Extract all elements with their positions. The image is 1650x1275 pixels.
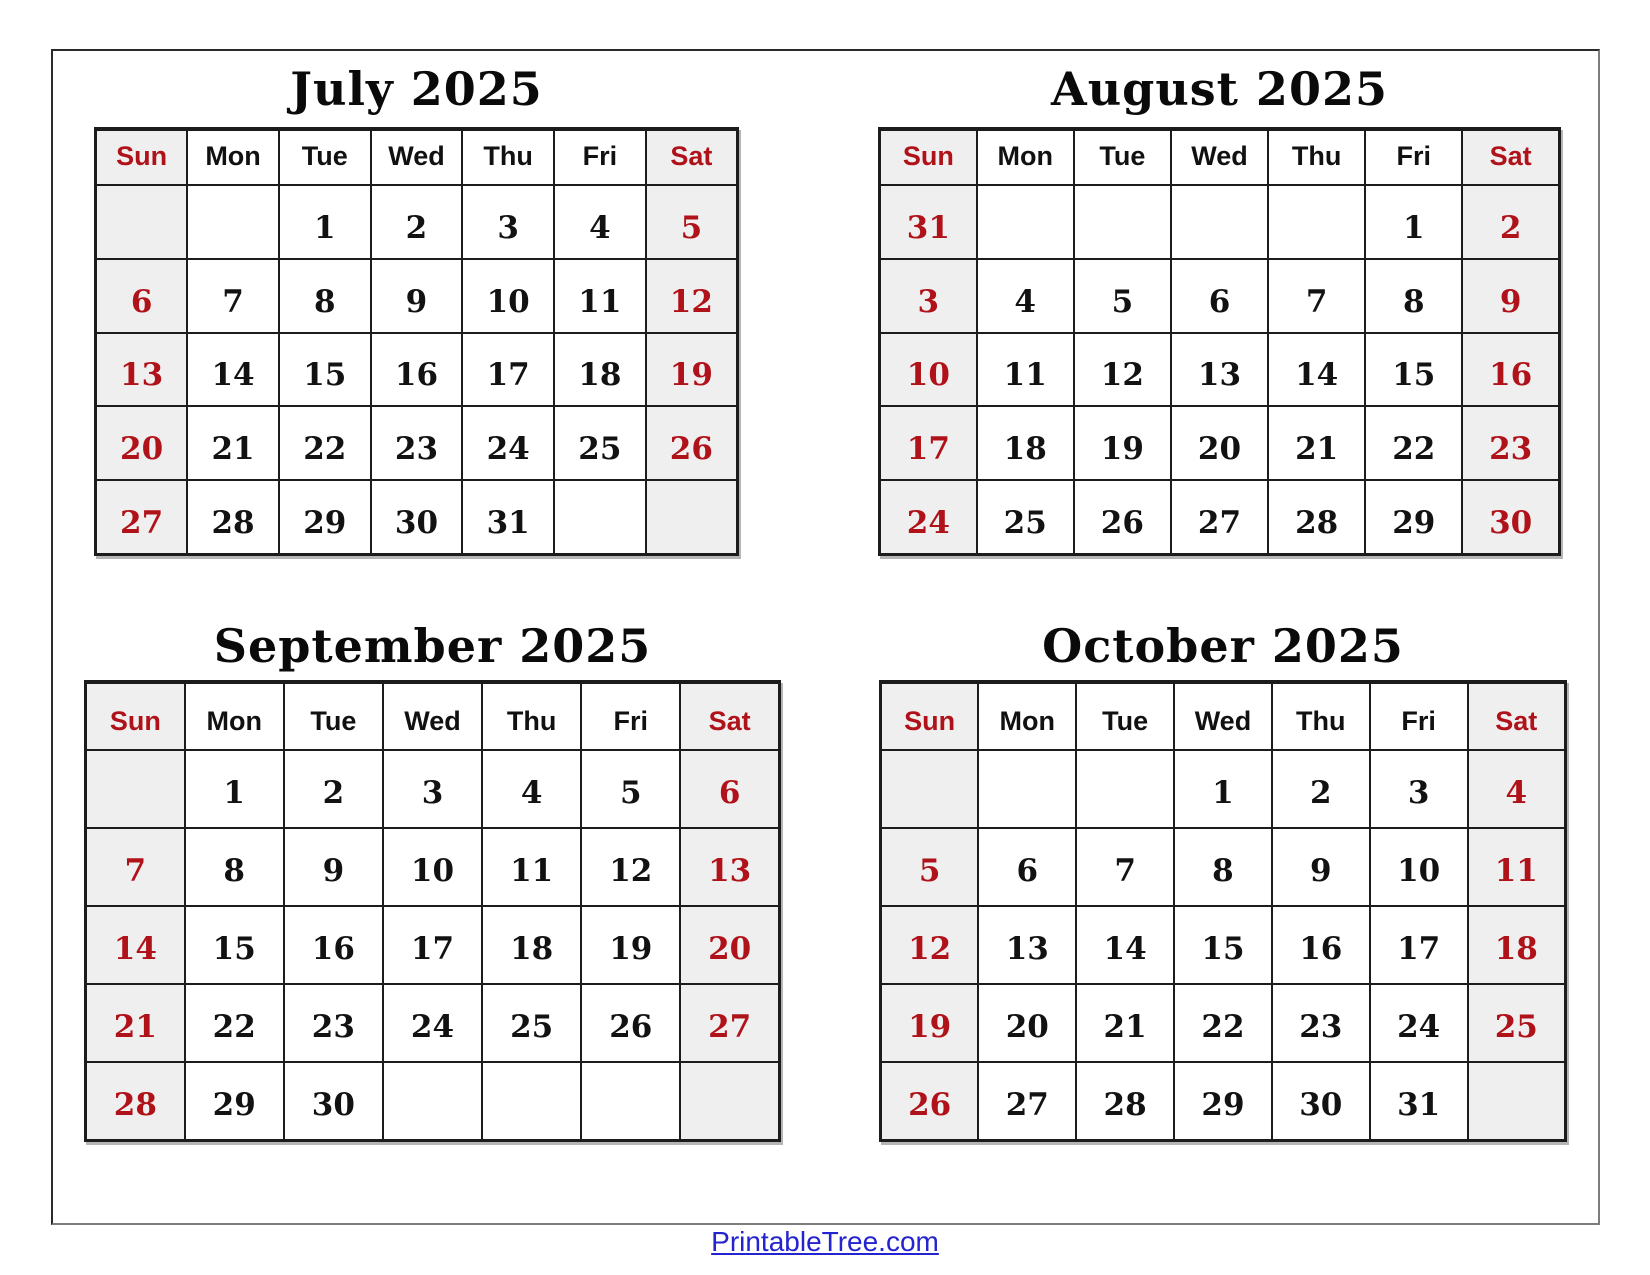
month-title: July 2025 [290, 62, 543, 116]
weekday-header-sat: Sat [646, 129, 738, 185]
week-row [86, 984, 780, 1062]
weekday-header-sat: Sat [680, 682, 779, 750]
day-cell: 31 [880, 185, 977, 259]
day-cell: 22 [1365, 406, 1462, 480]
weekday-header-tue: Tue [1074, 129, 1171, 185]
day-cell: 4 [977, 259, 1074, 333]
weekday-header-sun: Sun [96, 129, 188, 185]
week-row [96, 259, 738, 333]
day-cell: 29 [185, 1062, 284, 1141]
week-row [881, 984, 1566, 1062]
day-cell: 4 [554, 185, 646, 259]
day-cell: 3 [383, 750, 482, 828]
empty-day-cell [978, 750, 1076, 828]
day-cell: 3 [462, 185, 554, 259]
day-cell: 19 [581, 906, 680, 984]
day-cell: 13 [96, 333, 188, 407]
empty-day-cell [977, 185, 1074, 259]
day-cell: 14 [1268, 333, 1365, 407]
day-cell: 18 [482, 906, 581, 984]
day-cell: 28 [187, 480, 279, 555]
day-cell: 23 [1272, 984, 1370, 1062]
weekday-header-mon: Mon [187, 129, 279, 185]
empty-day-cell [581, 1062, 680, 1141]
day-cell: 20 [96, 406, 188, 480]
day-cell: 13 [1171, 333, 1268, 407]
empty-day-cell [383, 1062, 482, 1141]
week-row [96, 406, 738, 480]
empty-day-cell [1268, 185, 1365, 259]
day-cell: 10 [462, 259, 554, 333]
day-cell: 12 [881, 906, 979, 984]
empty-day-cell [96, 185, 188, 259]
month-title: August 2025 [1051, 62, 1388, 116]
day-cell: 31 [1370, 1062, 1468, 1141]
day-cell: 22 [279, 406, 371, 480]
weekday-header-mon: Mon [185, 682, 284, 750]
footer-link[interactable]: PrintableTree.com [711, 1226, 939, 1257]
empty-day-cell [680, 1062, 779, 1141]
day-cell: 12 [581, 828, 680, 906]
day-cell: 22 [1174, 984, 1272, 1062]
day-cell: 8 [185, 828, 284, 906]
day-cell: 4 [1468, 750, 1566, 828]
day-cell: 30 [1462, 480, 1559, 555]
weekday-header-row [96, 129, 738, 185]
week-row [96, 185, 738, 259]
day-cell: 17 [880, 406, 977, 480]
week-row [881, 828, 1566, 906]
day-cell: 1 [279, 185, 371, 259]
weekday-header-fri: Fri [1370, 682, 1468, 750]
day-cell: 10 [383, 828, 482, 906]
month-title: September 2025 [213, 619, 652, 673]
weekday-header-thu: Thu [462, 129, 554, 185]
day-cell: 9 [284, 828, 383, 906]
day-cell: 31 [462, 480, 554, 555]
day-cell: 20 [680, 906, 779, 984]
day-cell: 28 [86, 1062, 185, 1141]
day-cell: 14 [1076, 906, 1174, 984]
weekday-header-row [880, 129, 1560, 185]
day-cell: 10 [880, 333, 977, 407]
day-cell: 9 [371, 259, 463, 333]
day-cell: 16 [1462, 333, 1559, 407]
day-cell: 1 [185, 750, 284, 828]
empty-day-cell [482, 1062, 581, 1141]
weekday-header-tue: Tue [1076, 682, 1174, 750]
day-cell: 30 [371, 480, 463, 555]
day-cell: 26 [581, 984, 680, 1062]
week-row [880, 406, 1560, 480]
day-cell: 25 [1468, 984, 1566, 1062]
day-cell: 2 [1272, 750, 1370, 828]
weekday-header-sat: Sat [1462, 129, 1559, 185]
weekday-header-thu: Thu [1268, 129, 1365, 185]
day-cell: 9 [1272, 828, 1370, 906]
day-cell: 19 [646, 333, 738, 407]
day-cell: 3 [880, 259, 977, 333]
day-cell: 13 [978, 906, 1076, 984]
weekday-header-tue: Tue [284, 682, 383, 750]
day-cell: 19 [881, 984, 979, 1062]
day-cell: 24 [880, 480, 977, 555]
day-cell: 26 [881, 1062, 979, 1141]
day-cell: 15 [279, 333, 371, 407]
day-cell: 1 [1365, 185, 1462, 259]
weekday-header-tue: Tue [279, 129, 371, 185]
day-cell: 20 [1171, 406, 1268, 480]
day-cell: 21 [86, 984, 185, 1062]
empty-day-cell [646, 480, 738, 555]
month-august-2025 [878, 62, 1561, 556]
empty-day-cell [187, 185, 279, 259]
month-table [879, 680, 1567, 1142]
empty-day-cell [554, 480, 646, 555]
day-cell: 2 [284, 750, 383, 828]
day-cell: 13 [680, 828, 779, 906]
day-cell: 18 [554, 333, 646, 407]
day-cell: 29 [279, 480, 371, 555]
empty-day-cell [1171, 185, 1268, 259]
month-table [878, 127, 1561, 556]
day-cell: 4 [482, 750, 581, 828]
weekday-header-row [881, 682, 1566, 750]
day-cell: 30 [1272, 1062, 1370, 1141]
day-cell: 20 [978, 984, 1076, 1062]
weekday-header-sun: Sun [880, 129, 977, 185]
weekday-header-fri: Fri [1365, 129, 1462, 185]
day-cell: 6 [680, 750, 779, 828]
week-row [880, 333, 1560, 407]
day-cell: 26 [646, 406, 738, 480]
weekday-header-wed: Wed [1174, 682, 1272, 750]
day-cell: 5 [581, 750, 680, 828]
day-cell: 29 [1365, 480, 1462, 555]
day-cell: 16 [371, 333, 463, 407]
day-cell: 1 [1174, 750, 1272, 828]
day-cell: 25 [554, 406, 646, 480]
weekday-header-fri: Fri [554, 129, 646, 185]
day-cell: 11 [977, 333, 1074, 407]
day-cell: 19 [1074, 406, 1171, 480]
day-cell: 17 [1370, 906, 1468, 984]
day-cell: 14 [187, 333, 279, 407]
weekday-header-wed: Wed [1171, 129, 1268, 185]
day-cell: 7 [86, 828, 185, 906]
page-border-frame [51, 49, 1600, 1225]
empty-day-cell [1468, 1062, 1566, 1141]
week-row [96, 333, 738, 407]
empty-day-cell [881, 750, 979, 828]
day-cell: 2 [371, 185, 463, 259]
day-cell: 6 [1171, 259, 1268, 333]
day-cell: 15 [1365, 333, 1462, 407]
day-cell: 7 [1268, 259, 1365, 333]
day-cell: 27 [96, 480, 188, 555]
weekday-header-thu: Thu [1272, 682, 1370, 750]
week-row [86, 750, 780, 828]
month-table [94, 127, 739, 556]
month-july-2025 [94, 62, 739, 556]
day-cell: 23 [284, 984, 383, 1062]
day-cell: 6 [96, 259, 188, 333]
day-cell: 29 [1174, 1062, 1272, 1141]
day-cell: 9 [1462, 259, 1559, 333]
day-cell: 17 [462, 333, 554, 407]
month-table [84, 680, 781, 1142]
day-cell: 8 [1365, 259, 1462, 333]
day-cell: 5 [646, 185, 738, 259]
weekday-header-fri: Fri [581, 682, 680, 750]
day-cell: 22 [185, 984, 284, 1062]
day-cell: 25 [482, 984, 581, 1062]
empty-day-cell [1074, 185, 1171, 259]
day-cell: 25 [977, 480, 1074, 555]
week-row [880, 480, 1560, 555]
day-cell: 26 [1074, 480, 1171, 555]
empty-day-cell [1076, 750, 1174, 828]
day-cell: 23 [1462, 406, 1559, 480]
day-cell: 24 [1370, 984, 1468, 1062]
month-title: October 2025 [1042, 619, 1404, 673]
day-cell: 11 [554, 259, 646, 333]
day-cell: 27 [1171, 480, 1268, 555]
day-cell: 5 [1074, 259, 1171, 333]
weekday-header-mon: Mon [978, 682, 1076, 750]
day-cell: 8 [1174, 828, 1272, 906]
day-cell: 3 [1370, 750, 1468, 828]
month-october-2025 [879, 619, 1567, 1142]
day-cell: 27 [978, 1062, 1076, 1141]
empty-day-cell [86, 750, 185, 828]
day-cell: 6 [978, 828, 1076, 906]
week-row [881, 750, 1566, 828]
day-cell: 15 [1174, 906, 1272, 984]
weekday-header-sun: Sun [881, 682, 979, 750]
day-cell: 14 [86, 906, 185, 984]
week-row [86, 1062, 780, 1141]
weekday-header-mon: Mon [977, 129, 1074, 185]
day-cell: 2 [1462, 185, 1559, 259]
day-cell: 21 [1076, 984, 1174, 1062]
day-cell: 12 [646, 259, 738, 333]
week-row [86, 828, 780, 906]
day-cell: 18 [977, 406, 1074, 480]
day-cell: 7 [187, 259, 279, 333]
day-cell: 28 [1076, 1062, 1174, 1141]
day-cell: 23 [371, 406, 463, 480]
footer [0, 1226, 1650, 1258]
day-cell: 12 [1074, 333, 1171, 407]
day-cell: 28 [1268, 480, 1365, 555]
weekday-header-row [86, 682, 780, 750]
week-row [96, 480, 738, 555]
week-row [881, 906, 1566, 984]
day-cell: 21 [187, 406, 279, 480]
day-cell: 5 [881, 828, 979, 906]
day-cell: 30 [284, 1062, 383, 1141]
day-cell: 21 [1268, 406, 1365, 480]
day-cell: 8 [279, 259, 371, 333]
weekday-header-sun: Sun [86, 682, 185, 750]
day-cell: 16 [1272, 906, 1370, 984]
weekday-header-sat: Sat [1468, 682, 1566, 750]
week-row [880, 185, 1560, 259]
week-row [881, 1062, 1566, 1141]
day-cell: 11 [1468, 828, 1566, 906]
day-cell: 27 [680, 984, 779, 1062]
day-cell: 11 [482, 828, 581, 906]
week-row [86, 906, 780, 984]
day-cell: 7 [1076, 828, 1174, 906]
day-cell: 10 [1370, 828, 1468, 906]
day-cell: 24 [383, 984, 482, 1062]
weekday-header-wed: Wed [371, 129, 463, 185]
day-cell: 18 [1468, 906, 1566, 984]
weekday-header-thu: Thu [482, 682, 581, 750]
week-row [880, 259, 1560, 333]
day-cell: 17 [383, 906, 482, 984]
day-cell: 24 [462, 406, 554, 480]
day-cell: 15 [185, 906, 284, 984]
month-september-2025 [84, 619, 781, 1142]
day-cell: 16 [284, 906, 383, 984]
weekday-header-wed: Wed [383, 682, 482, 750]
